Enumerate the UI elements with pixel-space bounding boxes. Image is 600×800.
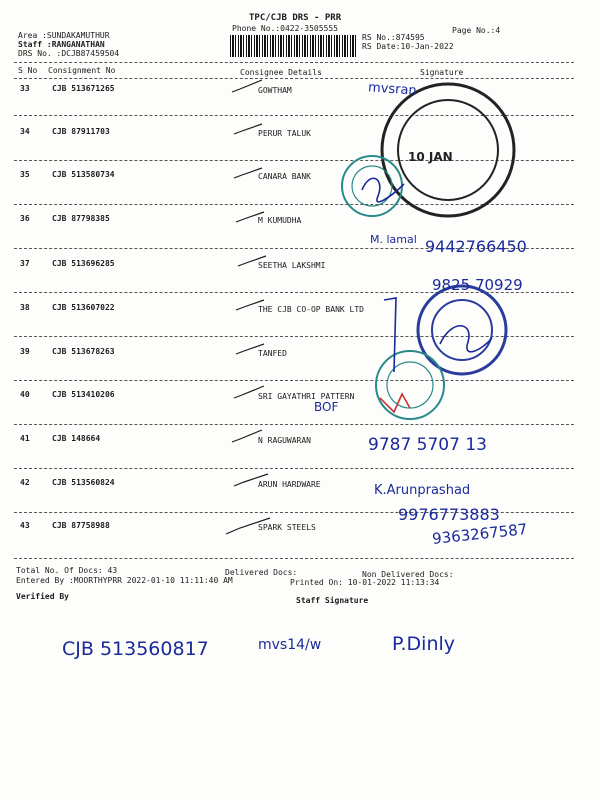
staff-signature-label: Staff Signature [296,596,369,605]
consignee-name: M KUMUDHA [258,216,302,225]
consignment-number: CJB 513607022 [52,303,115,312]
handwritten-name: K.Arunprashad [374,483,471,498]
consignment-number: CJB 513671265 [52,84,115,93]
consignee-name: GOWTHAM [258,86,292,95]
consignee-name: CANARA BANK [258,172,311,181]
consignment-number: CJB 513560824 [52,478,115,487]
consignment-number: CJB 87798385 [52,214,110,223]
handwritten-phone: 9825 70929 [432,276,523,294]
consignment-number: CJB 513696285 [52,259,115,268]
stamp-date: 10 JAN [408,150,453,164]
serial-number: 38 [20,303,30,312]
serial-number: 37 [20,259,30,268]
consignment-number: CJB 87758988 [52,521,110,530]
consignment-number: CJB 513580734 [52,170,115,179]
serial-number: 41 [20,434,30,443]
serial-number: 43 [20,521,30,530]
serial-number: 33 [20,84,30,93]
serial-number: 34 [20,127,30,136]
blue-bank-stamp [418,286,506,374]
handwritten-phone: 9976773883 [398,505,500,524]
consignee-name: SRI GAYATHRI PATTERN [258,392,355,401]
printed-on: Printed On: 10-01-2022 11:13:34 [290,578,440,587]
total-docs: Total No. Of Docs: 43 [16,566,118,575]
consignment-number: CJB 513678263 [52,347,115,356]
verified-by-label: Verified By [16,592,69,601]
consignee-name: ARUN HARDWARE [258,480,321,489]
rs-number: RS No.:874595 [362,33,425,42]
handwritten-phone: 9363267587 [431,520,529,548]
teal-seal-stamp-2 [376,351,444,419]
phone-number: Phone No.:0422-3505555 [232,24,338,33]
serial-number: 39 [20,347,30,356]
delivered-docs: Delivered Docs: [225,568,298,577]
drs-number: DRS No. :DCJB87459504 [18,49,120,58]
consignment-number: CJB 513410206 [52,390,115,399]
entered-by: Entered By :MOORTHYPRR 2022-01-10 11:11:40 AM [16,576,233,585]
consignee-name: TANFED [258,349,287,358]
serial-number: 36 [20,214,30,223]
column-consignment: Consignment No [48,66,116,75]
handwritten-phone: 9442766450 [425,237,527,256]
page-title: TPC/CJB DRS - PRR [249,13,342,23]
rs-date: RS Date:10-Jan-2022 [362,42,454,51]
handwritten-code: mvs14/w [258,637,322,653]
consignee-name: SPARK STEELS [258,523,316,532]
serial-number: 40 [20,390,30,399]
handwritten-name: M. lamal [370,233,417,246]
column-sno: S No [18,66,38,75]
consignee-name: N RAGUWARAN [258,436,311,445]
consignee-name: PERUR TALUK [258,129,311,138]
non-delivered-docs: Non Delivered Docs: [362,570,454,579]
staff-name: Staff :RANGANATHAN [18,40,105,49]
handwritten-consignment-number: CJB 513560817 [62,638,209,660]
serial-number: 35 [20,170,30,179]
consignment-number: CJB 87911703 [52,127,110,136]
consignee-name: THE CJB CO-OP BANK LTD [258,305,364,314]
handwritten-signature: P.Dinly [392,633,456,655]
consignee-name: SEETHA LAKSHMI [258,261,326,270]
column-consignee: Consignee Details [240,68,322,77]
handwritten-note: BOF [314,400,339,414]
handwritten-signature: mvsran [367,80,418,99]
serial-number: 42 [20,478,30,487]
area: Area :SUNDAKAMUTHUR [18,31,110,40]
page-number: Page No.:4 [452,26,501,35]
consignment-number: CJB 148664 [52,434,101,443]
handwritten-phone: 9787 5707 13 [368,435,487,455]
column-signature: Signature [420,68,464,77]
